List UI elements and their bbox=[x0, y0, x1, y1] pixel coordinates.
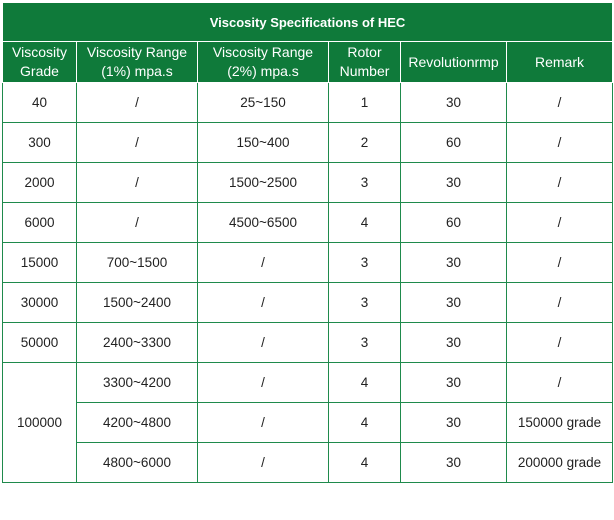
header-line: Number bbox=[339, 63, 390, 79]
cell-remark: / bbox=[507, 363, 613, 403]
cell-range-2pct: / bbox=[198, 363, 329, 403]
cell-remark: 150000 grade bbox=[507, 403, 613, 443]
cell-revolution: 30 bbox=[401, 323, 507, 363]
cell-range-2pct: 1500~2500 bbox=[198, 163, 329, 203]
cell-rotor: 2 bbox=[329, 123, 401, 163]
header-revolution: Revolutionrmp bbox=[401, 42, 507, 83]
cell-remark: / bbox=[507, 163, 613, 203]
header-line: Viscosity Range bbox=[212, 44, 314, 60]
cell-grade: 15000 bbox=[3, 243, 77, 283]
cell-range-1pct: 700~1500 bbox=[77, 243, 198, 283]
header-row bbox=[3, 42, 613, 83]
table-row bbox=[3, 163, 613, 203]
cell-remark: / bbox=[507, 283, 613, 323]
table-row bbox=[3, 323, 613, 363]
header-remark: Remark bbox=[507, 42, 613, 83]
cell-revolution: 30 bbox=[401, 403, 507, 443]
cell-rotor: 4 bbox=[329, 403, 401, 443]
table-row bbox=[3, 123, 613, 163]
header-line: Viscosity bbox=[12, 44, 67, 60]
table-row bbox=[3, 443, 613, 483]
cell-range-2pct: / bbox=[198, 443, 329, 483]
header-viscosity-grade bbox=[3, 42, 77, 83]
cell-grade: 2000 bbox=[3, 163, 77, 203]
cell-range-2pct: / bbox=[198, 403, 329, 443]
cell-rotor: 4 bbox=[329, 203, 401, 243]
cell-remark: / bbox=[507, 243, 613, 283]
cell-range-2pct: 150~400 bbox=[198, 123, 329, 163]
cell-grade: 50000 bbox=[3, 323, 77, 363]
cell-range-1pct: 2400~3300 bbox=[77, 323, 198, 363]
cell-range-1pct: / bbox=[77, 123, 198, 163]
header-line: (1%) mpa.s bbox=[101, 63, 173, 79]
cell-range-1pct: 4200~4800 bbox=[77, 403, 198, 443]
header-line: Grade bbox=[20, 63, 59, 79]
header-line: Rotor bbox=[347, 44, 382, 60]
cell-remark: / bbox=[507, 123, 613, 163]
cell-revolution: 30 bbox=[401, 283, 507, 323]
cell-remark: 200000 grade bbox=[507, 443, 613, 483]
cell-range-1pct: 3300~4200 bbox=[77, 363, 198, 403]
cell-range-2pct: / bbox=[198, 323, 329, 363]
viscosity-spec-table bbox=[2, 2, 613, 483]
table-title: Viscosity Specifications of HEC bbox=[3, 3, 613, 42]
cell-revolution: 60 bbox=[401, 123, 507, 163]
table-row bbox=[3, 283, 613, 323]
cell-grade: 40 bbox=[3, 83, 77, 123]
table-row bbox=[3, 83, 613, 123]
cell-remark: / bbox=[507, 83, 613, 123]
cell-grade-merged: 100000 bbox=[3, 363, 77, 483]
cell-range-2pct: 4500~6500 bbox=[198, 203, 329, 243]
cell-rotor: 3 bbox=[329, 243, 401, 283]
cell-range-2pct: / bbox=[198, 243, 329, 283]
table-row bbox=[3, 243, 613, 283]
cell-rotor: 3 bbox=[329, 283, 401, 323]
cell-rotor: 3 bbox=[329, 323, 401, 363]
cell-grade: 30000 bbox=[3, 283, 77, 323]
header-range-1pct bbox=[77, 42, 198, 83]
header-rotor-number bbox=[329, 42, 401, 83]
title-row bbox=[3, 3, 613, 42]
cell-revolution: 30 bbox=[401, 163, 507, 203]
cell-rotor: 4 bbox=[329, 443, 401, 483]
table-row bbox=[3, 403, 613, 443]
cell-range-2pct: 25~150 bbox=[198, 83, 329, 123]
header-line: Viscosity Range bbox=[86, 44, 188, 60]
header-line: (2%) mpa.s bbox=[227, 63, 299, 79]
cell-grade: 6000 bbox=[3, 203, 77, 243]
cell-range-1pct: / bbox=[77, 203, 198, 243]
cell-rotor: 1 bbox=[329, 83, 401, 123]
cell-remark: / bbox=[507, 323, 613, 363]
cell-rotor: 4 bbox=[329, 363, 401, 403]
cell-range-1pct: / bbox=[77, 163, 198, 203]
cell-range-1pct: / bbox=[77, 83, 198, 123]
cell-range-1pct: 4800~6000 bbox=[77, 443, 198, 483]
cell-revolution: 30 bbox=[401, 83, 507, 123]
table-row bbox=[3, 203, 613, 243]
cell-revolution: 30 bbox=[401, 443, 507, 483]
cell-rotor: 3 bbox=[329, 163, 401, 203]
header-range-2pct bbox=[198, 42, 329, 83]
cell-revolution: 60 bbox=[401, 203, 507, 243]
cell-grade: 300 bbox=[3, 123, 77, 163]
cell-range-2pct: / bbox=[198, 283, 329, 323]
cell-range-1pct: 1500~2400 bbox=[77, 283, 198, 323]
cell-revolution: 30 bbox=[401, 243, 507, 283]
cell-revolution: 30 bbox=[401, 363, 507, 403]
table-row bbox=[3, 363, 613, 403]
cell-remark: / bbox=[507, 203, 613, 243]
